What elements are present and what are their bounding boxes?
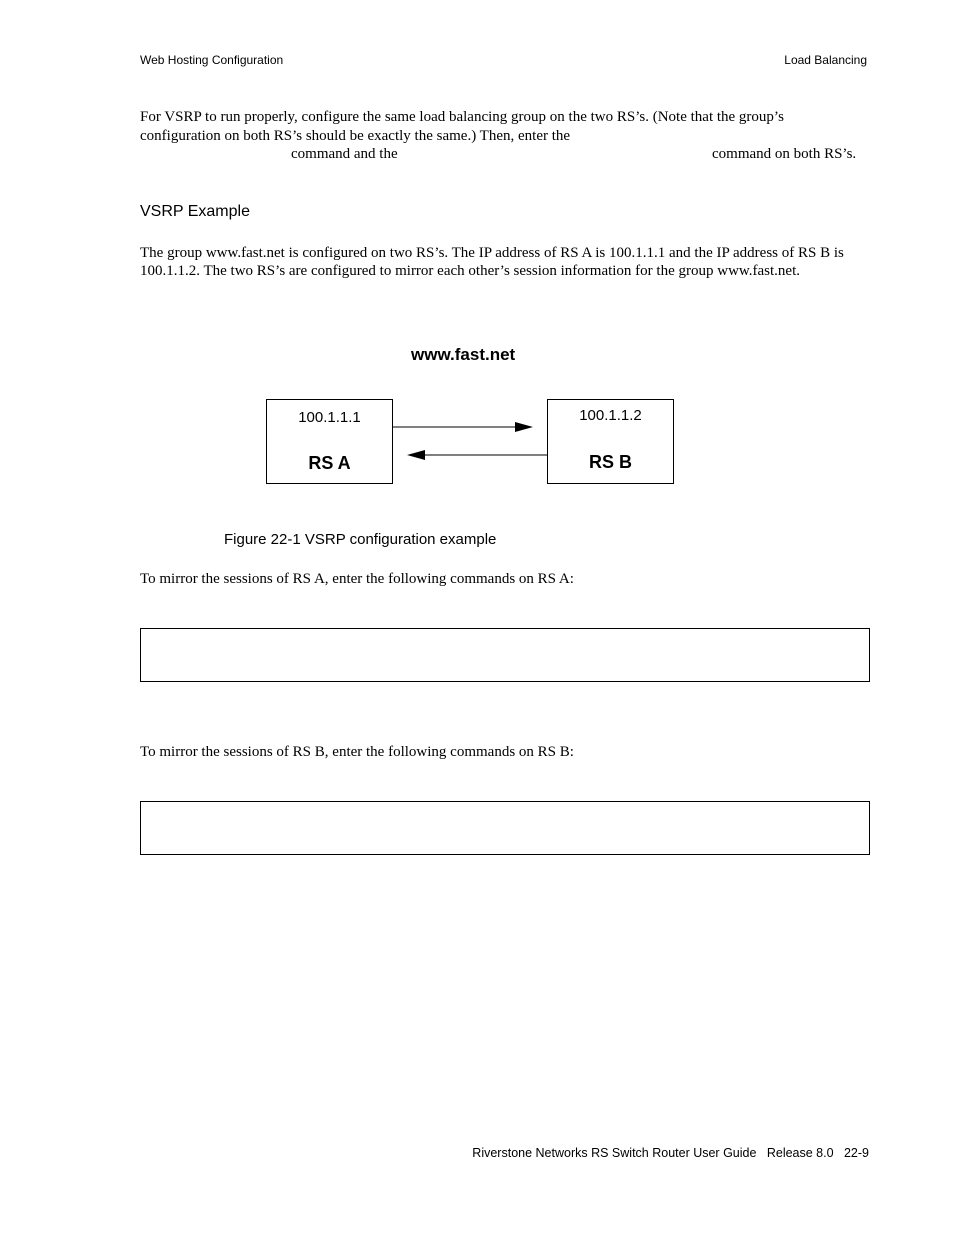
running-header-left: Web Hosting Configuration [140,53,284,67]
rs-a-command-box [140,628,870,682]
example-paragraph-line-2: 100.1.1.2. The two RS’s are configured to mirror each other’s session information for the group www.fast.net. [140,263,800,279]
rs-b-node [547,399,674,484]
intro-line-1: For VSRP to run properly, configure the same load balancing group on the two RS’s. (Note that the group’s [140,109,784,125]
arrow-a-to-b-head [515,422,533,432]
page-footer: Riverstone Networks RS Switch Router User Guide Release 8.0 22-9 [472,1146,869,1160]
rs-a-node [266,399,393,484]
example-paragraph-line-1: The group www.fast.net is configured on two RS’s. The IP address of RS A is 100.1.1.1 and the IP address of RS B is [140,245,844,261]
rs-a-label: RS A [308,453,351,473]
rs-a-ip: 100.1.1.1 [298,409,361,426]
rs-b-instruction: To mirror the sessions of RS B, enter the following commands on RS B: [140,744,574,760]
running-header-right: Load Balancing [784,53,867,67]
mirror-arrows [390,415,550,465]
rs-b-ip: 100.1.1.2 [579,407,642,424]
intro-line-3-part-2: command on both RS’s. [712,146,857,162]
arrow-b-to-a-head [407,450,425,460]
rs-a-instruction: To mirror the sessions of RS A, enter the following commands on RS A: [140,571,574,587]
figure-group-label: www.fast.net [411,345,516,364]
intro-line-2: configuration on both RS’s should be exactly the same.) Then, enter the [140,128,571,144]
figure-caption: Figure 22-1 VSRP configuration example [224,531,497,548]
intro-line-3-part-1: command and the [291,146,398,162]
rs-b-label: RS B [588,452,632,472]
rs-b-command-box [140,801,870,855]
section-heading: VSRP Example [140,203,250,220]
